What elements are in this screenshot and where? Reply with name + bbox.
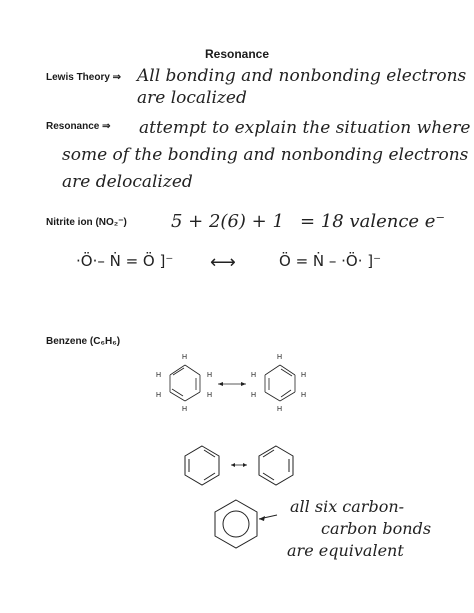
lewis-theory-label: Lewis Theory ⇒ [46,72,122,83]
atom-h: H [182,354,188,361]
atom-h: H [156,392,162,399]
atom-h: H [301,372,307,379]
skeletal-benzene-right [259,446,293,485]
atom-h: H [207,372,213,379]
atom-h: H [182,406,188,413]
atom-h: H [301,392,307,399]
nitrite-structure-left: ·Ö·– Ṅ = Ö ]⁻ [76,252,174,270]
resonance-note-line3: are delocalized [62,172,193,192]
delocalized-benzene [215,500,257,548]
nitrite-structure-right: Ö = Ṅ – ·Ö· ]⁻ [279,252,382,270]
resonance-arrow: ⟷ [210,252,236,273]
atom-h: H [251,372,257,379]
lewis-note-line2: are localized [137,88,247,108]
benzene-note-line2: carbon bonds [321,519,432,538]
resonance-label: Resonance ⇒ [46,121,111,132]
resonance-note-line2: some of the bonding and nonbonding electrons [62,145,469,165]
lewis-note-line1: All bonding and nonbonding electrons [137,66,467,86]
atom-h: H [156,372,162,379]
skeletal-benzene-left [185,446,219,485]
benzene-label: Benzene (C₆H₆) [46,336,121,347]
kekule-structure-left [156,354,212,413]
kekule-structure-right [251,354,306,413]
atom-h: H [277,406,283,413]
benzene-note-line1: all six carbon- [290,497,405,516]
atom-h: H [207,392,213,399]
valence-count-rhs: = 18 valence e⁻ [300,211,445,232]
nitrite-label: Nitrite ion (NO₂⁻) [46,217,127,228]
page-title: Resonance [204,47,270,61]
benzene-note-line3: are equivalent [287,541,404,560]
atom-h: H [251,392,257,399]
resonance-note-line1: attempt to explain the situation where [139,118,471,138]
atom-h: H [277,354,283,361]
valence-count-lhs: 5 + 2(6) + 1 [171,211,284,232]
